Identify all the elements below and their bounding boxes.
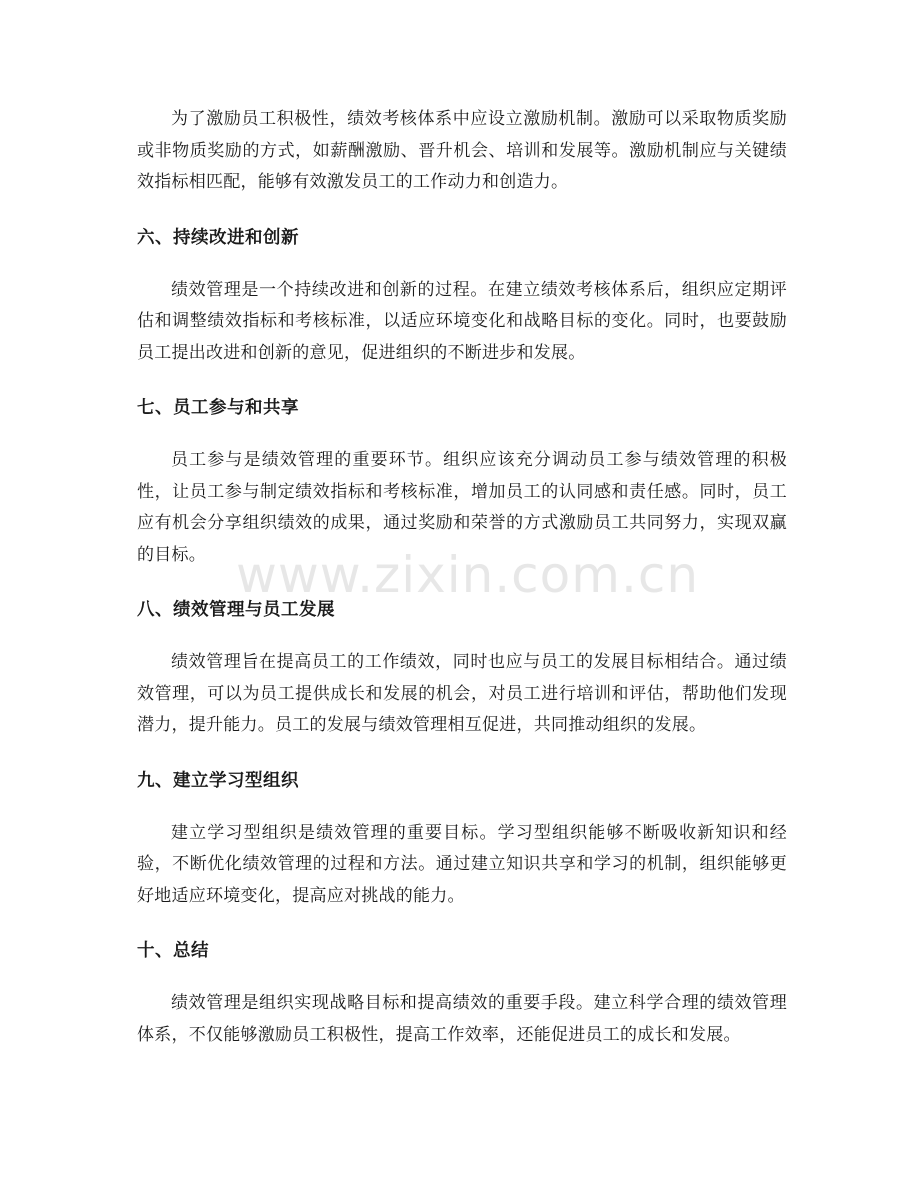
intro-paragraph: 为了激励员工积极性，绩效考核体系中应设立激励机制。激励可以采取物质奖励或非物质奖励的方式，如薪酬激励、晋升机会、培训和发展等。激励机制应与关键绩效指标相匹配，能够有效激发员工的工作动力和创造力。 xyxy=(137,109,787,192)
section-paragraph-9: 建立学习型组织是绩效管理的重要目标。学习型组织能够不断吸收新知识和经验，不断优化绩效管理的过程和方法。通过建立知识共享和学习的机制，组织能够更好地适应环境变化，提高应对挑战的能力。 xyxy=(137,822,787,906)
section-heading-10: 十、总结 xyxy=(137,941,209,961)
section-heading-8: 八、绩效管理与员工发展 xyxy=(137,600,335,620)
section-paragraph-7: 员工参与是绩效管理的重要环节。组织应该充分调动员工参与绩效管理的积极性，让员工参与制定绩效指标和考核标准，增加员工的认同感和责任感。同时，员工应有机会分享组织绩效的成果，通过奖励和荣誉的方式激励员工共同努力，实现双赢的目标。 xyxy=(137,450,787,565)
section-paragraph-6: 绩效管理是一个持续改进和创新的过程。在建立绩效考核体系后，组织应定期评估和调整绩效指标和考核标准，以适应环境变化和战略目标的变化。同时，也要鼓励员工提出改进和创新的意见，促进组织的不断进步和发展。 xyxy=(137,279,787,363)
watermark: www.zixin.com.cn xyxy=(236,546,700,604)
section-heading-9: 九、建立学习型组织 xyxy=(137,770,299,791)
section-paragraph-10: 绩效管理是组织实现战略目标和提高绩效的重要手段。建立科学合理的绩效管理体系，不仅能够激励员工积极性，提高工作效率，还能促进员工的成长和发展。 xyxy=(137,993,787,1045)
section-heading-7: 七、员工参与和共享 xyxy=(137,398,299,418)
document-body xyxy=(137,104,787,1051)
section-heading-6: 六、持续改进和创新 xyxy=(137,227,299,248)
section-paragraph-8: 绩效管理旨在提高员工的工作绩效，同时也应与员工的发展目标相结合。通过绩效管理，可以为员工提供成长和发展的机会，对员工进行培训和评估，帮助他们发现潜力，提升能力。员工的发展与绩效管理相互促进，共同推动组织的发展。 xyxy=(137,652,787,735)
